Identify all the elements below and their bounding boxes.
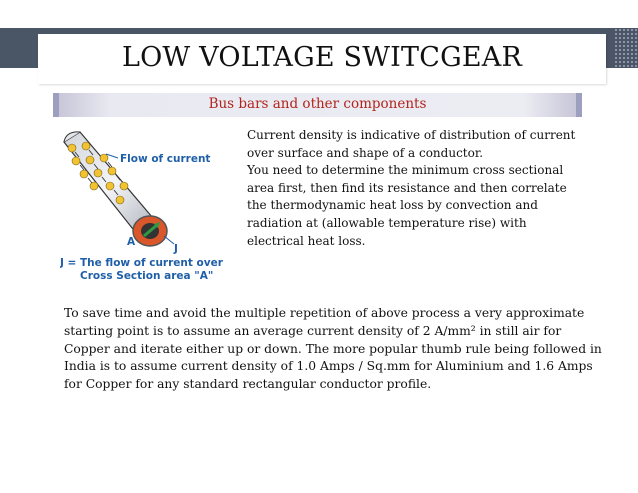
electron	[120, 182, 128, 190]
header-dot-pattern	[614, 28, 638, 68]
paragraph1-line: electrical heat loss.	[247, 233, 366, 248]
electron	[108, 167, 116, 175]
slide-title: LOW VOLTAGE SWITCGEAR	[121, 42, 523, 73]
electron	[80, 170, 88, 178]
electron	[90, 182, 98, 190]
flow-of-current-label: Flow of current	[120, 153, 211, 165]
electron	[116, 196, 124, 204]
figure-caption-line2: Cross Section area "A"	[80, 270, 214, 282]
paragraph1-line: area first, then find its resistance and then correlate	[247, 180, 567, 195]
subtitle-bar	[53, 93, 582, 117]
figure-caption-line1: J = The flow of current over	[60, 257, 223, 269]
rule-of-thumb-paragraph: To save time and avoid the multiple repetition of above process a very approximate starting point is to assume an average current density of 2 A/mm² in still air for Copper and iterate either up or down. The more popular thumb rule being followed in India is to assume current density of 1.0 Amps / Sq.mm for Aluminium and 1.6 Amps for Copper for any standard rectangular conductor profile.	[64, 306, 602, 392]
electron	[100, 154, 108, 162]
paragraph1-line: You need to determine the minimum cross sectional	[247, 163, 564, 178]
title-box	[38, 34, 606, 84]
paragraph1-line: over surface and shape of a conductor.	[247, 145, 484, 160]
paragraph1-line: the thermodynamic heat loss by convection and	[247, 198, 538, 213]
slide-subtitle: Bus bars and other components	[208, 96, 427, 112]
paragraph1-line: Current density is indicative of distribution of current	[247, 128, 576, 142]
electron	[94, 169, 102, 177]
area-a-label: A	[127, 236, 136, 248]
current-density-paragraph	[247, 127, 597, 250]
electron	[68, 144, 76, 152]
electron	[82, 142, 90, 150]
current-density-figure	[60, 128, 230, 284]
electron	[106, 182, 114, 190]
paragraph1-line: radiation at (allowable temperature rise) with	[247, 215, 527, 230]
electron	[72, 157, 80, 165]
j-callout-line	[164, 236, 174, 244]
density-j-label: J	[174, 243, 178, 255]
electron	[86, 156, 94, 164]
